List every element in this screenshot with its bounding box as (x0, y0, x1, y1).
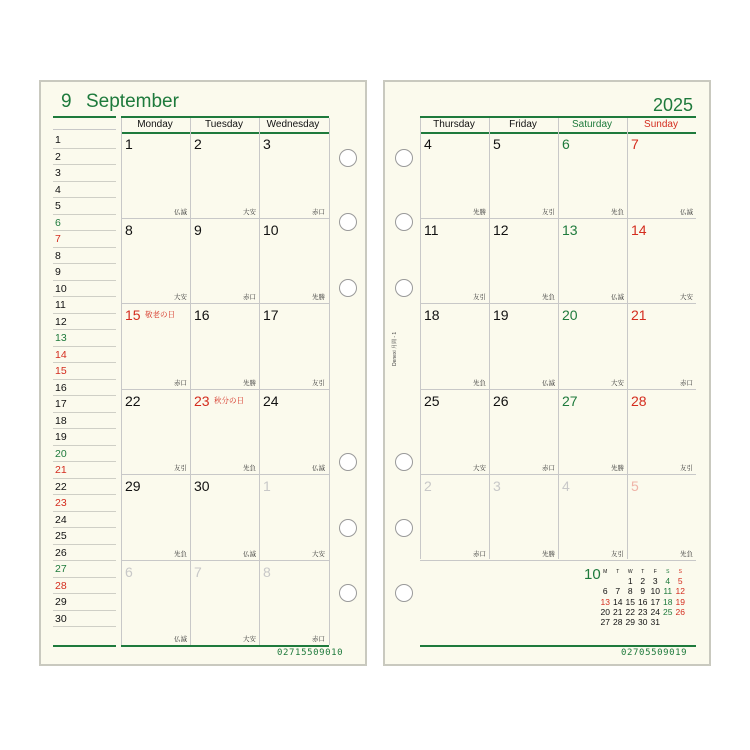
rokuyo-label: 大安 (473, 465, 486, 472)
weekday-header: Monday (137, 119, 173, 130)
date-list-item[interactable]: 9 (53, 264, 116, 281)
mini-day: 3 (652, 576, 658, 586)
date-list-item[interactable]: 28 (53, 578, 116, 595)
date-list-item[interactable]: 18 (53, 413, 116, 430)
mini-day: 20 (600, 606, 610, 617)
day-number: 7 (631, 136, 639, 152)
mini-weekday-header: F (653, 569, 657, 575)
date-list-item[interactable]: 10 (53, 281, 116, 298)
day-number: 25 (424, 392, 440, 409)
rokuyo-label: 仏滅 (680, 208, 693, 216)
rokuyo-label: 大安 (243, 636, 256, 643)
rokuyo-label: 赤口 (174, 379, 187, 387)
day-number: 13 (562, 221, 578, 238)
mini-day: 1 (627, 576, 633, 586)
spine-label: Denexi 月間 - 1 (392, 331, 398, 366)
mini-day: 11 (663, 586, 673, 597)
day-number: 29 (125, 478, 141, 494)
mini-day: 25 (663, 606, 673, 617)
mini-day: 16 (638, 596, 648, 607)
rokuyo-label: 先負 (611, 208, 624, 216)
day-number: 14 (631, 221, 647, 238)
day-cell[interactable] (628, 220, 696, 306)
day-cell[interactable] (421, 391, 489, 477)
day-number: 3 (493, 478, 501, 494)
binder-hole (395, 149, 413, 167)
mini-day: 4 (665, 576, 671, 586)
day-number: 6 (562, 136, 570, 152)
day-number: 4 (424, 136, 432, 152)
mini-calendar-month: 10 (584, 566, 601, 583)
grid-line-vertical (329, 118, 330, 645)
mini-day: 7 (615, 586, 621, 597)
date-list-item[interactable]: 20 (53, 446, 116, 463)
rokuyo-label: 赤口 (473, 550, 486, 558)
month-name: September (86, 91, 179, 112)
binder-hole (339, 279, 357, 297)
day-cell[interactable] (490, 476, 558, 562)
day-cell[interactable] (191, 305, 259, 391)
date-list-item[interactable]: 4 (53, 182, 116, 199)
date-list-item[interactable]: 2 (53, 149, 116, 166)
rokuyo-label: 大安 (312, 550, 325, 558)
mini-day: 6 (602, 586, 608, 597)
day-cell[interactable] (490, 305, 558, 391)
day-number: 21 (631, 307, 647, 323)
mini-day: 9 (640, 586, 646, 597)
day-cell[interactable] (191, 562, 259, 648)
mini-day: 17 (650, 596, 660, 607)
rokuyo-label: 先負 (174, 550, 187, 558)
date-list-item[interactable]: 19 (53, 429, 116, 446)
binder-hole (339, 213, 357, 231)
binder-hole (339, 584, 357, 602)
day-cell[interactable] (260, 562, 328, 648)
rokuyo-label: 友引 (473, 294, 486, 301)
holiday-name: 敬老の日 (145, 310, 175, 319)
rokuyo-label: 友引 (312, 379, 325, 387)
day-number: 19 (493, 307, 509, 323)
rokuyo-label: 仏滅 (611, 294, 624, 301)
day-cell[interactable] (122, 220, 190, 306)
day-number: 10 (263, 221, 279, 238)
day-number: 5 (631, 478, 639, 494)
rokuyo-label: 先勝 (312, 294, 325, 301)
binder-hole (395, 519, 413, 537)
day-number: 30 (194, 478, 210, 494)
date-list-item[interactable]: 14 (53, 347, 116, 364)
day-cell[interactable] (421, 305, 489, 391)
day-cell[interactable] (421, 134, 489, 220)
list-top-rule (53, 129, 116, 130)
date-list-item[interactable]: 25 (53, 528, 116, 545)
date-list-item[interactable]: 1 (53, 132, 116, 149)
planner-page-right (383, 80, 711, 666)
date-list-item[interactable]: 17 (53, 396, 116, 413)
rokuyo-label: 赤口 (542, 465, 555, 472)
date-list-item[interactable]: 7 (53, 231, 116, 248)
day-cell[interactable] (421, 220, 489, 306)
date-list-item[interactable]: 16 (53, 380, 116, 397)
day-cell[interactable] (421, 476, 489, 562)
day-number: 28 (631, 392, 647, 409)
day-number: 20 (562, 307, 578, 323)
day-number: 12 (493, 221, 509, 238)
day-cell[interactable] (122, 476, 190, 562)
weekday-header: Thursday (433, 119, 475, 130)
rokuyo-label: 友引 (542, 208, 555, 216)
mini-day: 22 (625, 606, 635, 617)
date-list-item[interactable]: 3 (53, 165, 116, 182)
date-list-item[interactable]: 15 (53, 363, 116, 380)
rokuyo-label: 大安 (611, 379, 624, 387)
day-number: 27 (562, 392, 578, 409)
date-list-item[interactable]: 22 (53, 479, 116, 496)
date-list-item[interactable]: 29 (53, 594, 116, 611)
day-cell[interactable] (191, 476, 259, 562)
rokuyo-label: 大安 (174, 294, 187, 301)
mini-weekday-header: W (627, 569, 633, 575)
day-cell[interactable] (260, 134, 328, 220)
mini-weekday-header: T (641, 569, 645, 575)
mini-day: 13 (600, 596, 610, 607)
mini-day: 14 (613, 596, 623, 607)
mini-day: 18 (663, 596, 673, 607)
date-list-item[interactable]: 30 (53, 611, 116, 628)
mini-day: 10 (650, 586, 660, 597)
day-number: 1 (263, 478, 271, 494)
day-number: 8 (125, 221, 133, 238)
rokuyo-label: 友引 (680, 465, 693, 472)
day-cell[interactable] (628, 476, 696, 562)
day-cell[interactable] (191, 220, 259, 306)
mini-day: 5 (677, 576, 683, 586)
rokuyo-label: 赤口 (243, 294, 256, 301)
weekday-header: Friday (509, 119, 537, 130)
day-number: 3 (263, 136, 271, 152)
mini-day (662, 617, 675, 627)
day-number: 15 (125, 307, 141, 323)
mini-day: 8 (627, 586, 633, 597)
date-list-item[interactable]: 12 (53, 314, 116, 331)
rokuyo-label: 先勝 (542, 550, 555, 558)
day-number: 18 (424, 307, 440, 323)
mini-day (599, 576, 612, 586)
mini-day: 27 (600, 617, 610, 628)
rokuyo-label: 赤口 (680, 379, 693, 387)
mini-day (674, 617, 687, 627)
day-number: 6 (125, 563, 133, 580)
mini-weekday-header: S (678, 569, 682, 575)
mini-day (612, 576, 625, 586)
mini-weekday-header: T (616, 569, 620, 575)
mini-day: 19 (675, 596, 685, 607)
day-number: 1 (125, 136, 133, 152)
date-list-item[interactable]: 21 (53, 462, 116, 479)
day-cell[interactable] (490, 134, 558, 220)
mini-day: 26 (675, 606, 685, 617)
rokuyo-label: 先負 (473, 379, 486, 387)
day-cell[interactable] (628, 134, 696, 220)
day-number: 9 (194, 221, 202, 238)
day-cell[interactable] (122, 562, 190, 648)
day-cell[interactable] (490, 220, 558, 306)
rokuyo-label: 先負 (542, 294, 555, 301)
product-code-right: 02705509019 (621, 648, 688, 658)
mini-day: 21 (613, 606, 623, 617)
mini-day: 28 (613, 617, 623, 628)
day-cell[interactable] (122, 391, 190, 477)
mini-weekday-header: M (603, 569, 608, 575)
date-list-item[interactable]: 27 (53, 561, 116, 578)
mini-day: 24 (650, 606, 660, 617)
rokuyo-label: 仏滅 (174, 208, 187, 216)
year-label: 2025 (652, 95, 693, 115)
date-list-item[interactable]: 5 (53, 198, 116, 215)
product-code-left: 02715509010 (277, 648, 344, 658)
date-list-item[interactable]: 13 (53, 330, 116, 347)
day-number: 16 (194, 307, 210, 323)
date-list-item[interactable]: 11 (53, 297, 116, 314)
mini-day: 2 (640, 576, 646, 586)
rokuyo-label: 友引 (611, 550, 624, 558)
rokuyo-label: 大安 (680, 294, 693, 301)
day-number: 8 (263, 563, 271, 580)
day-cell[interactable] (122, 305, 190, 391)
day-cell[interactable] (191, 134, 259, 220)
mini-day: 12 (675, 586, 685, 597)
footer-rule (53, 645, 116, 647)
mini-day: 23 (638, 606, 648, 617)
rokuyo-label: 仏滅 (174, 636, 187, 643)
day-cell[interactable] (559, 391, 627, 477)
rokuyo-label: 大安 (243, 208, 256, 216)
rokuyo-label: 先負 (680, 550, 693, 558)
day-cell[interactable] (260, 476, 328, 562)
date-list-item[interactable]: 6 (53, 215, 116, 232)
rokuyo-label: 友引 (174, 465, 187, 472)
day-number: 4 (562, 478, 570, 494)
mini-day: 15 (625, 596, 635, 607)
rokuyo-label: 赤口 (312, 208, 325, 216)
binder-hole (395, 584, 413, 602)
day-number: 2 (194, 136, 202, 152)
holiday-name: 秋分の日 (214, 395, 244, 405)
binder-hole (339, 519, 357, 537)
binder-hole (339, 149, 357, 167)
day-cell[interactable] (559, 220, 627, 306)
day-number: 17 (263, 307, 279, 323)
binder-hole (395, 453, 413, 471)
day-cell[interactable] (122, 134, 190, 220)
day-cell[interactable] (628, 305, 696, 391)
weekday-header: Sunday (644, 119, 678, 130)
mini-day: 30 (638, 617, 648, 628)
rokuyo-label: 仏滅 (542, 379, 555, 387)
date-list-item[interactable]: 8 (53, 248, 116, 265)
binder-hole (395, 213, 413, 231)
mini-weekday-header: S (666, 569, 670, 575)
day-cell[interactable] (490, 391, 558, 477)
day-number: 5 (493, 136, 501, 152)
rokuyo-label: 先勝 (243, 379, 256, 387)
month-number: 9 (61, 91, 72, 112)
day-cell[interactable] (260, 220, 328, 306)
rokuyo-label: 先勝 (473, 208, 486, 216)
mini-day: 29 (625, 617, 635, 628)
day-cell[interactable] (191, 391, 259, 477)
rokuyo-label: 仏滅 (312, 465, 325, 472)
date-list-item[interactable]: 24 (53, 512, 116, 529)
day-number: 23 (194, 392, 210, 409)
day-cell[interactable] (559, 476, 627, 562)
day-number: 2 (424, 478, 432, 494)
date-list-item[interactable]: 26 (53, 545, 116, 562)
planner-page-left (39, 80, 367, 666)
day-cell[interactable] (260, 391, 328, 477)
day-number: 26 (493, 392, 509, 409)
day-cell[interactable] (559, 134, 627, 220)
date-list-item[interactable]: 23 (53, 495, 116, 512)
header-rule (53, 116, 116, 118)
rokuyo-label: 仏滅 (243, 550, 256, 558)
weekday-header: Tuesday (205, 119, 243, 130)
binder-hole (395, 279, 413, 297)
day-cell[interactable] (260, 305, 328, 391)
footer-rule (420, 645, 696, 647)
rokuyo-label: 先勝 (611, 465, 624, 472)
weekday-header: Wednesday (266, 119, 320, 130)
day-number: 22 (125, 392, 141, 409)
rokuyo-label: 赤口 (312, 636, 325, 643)
day-number: 24 (263, 392, 279, 409)
mini-calendar (599, 568, 687, 627)
day-number: 11 (424, 221, 439, 238)
weekday-header: Saturday (571, 119, 613, 130)
day-cell[interactable] (628, 391, 696, 477)
day-number: 7 (194, 563, 202, 580)
binder-hole (339, 453, 357, 471)
rokuyo-label: 先負 (243, 465, 256, 472)
day-cell[interactable] (559, 305, 627, 391)
mini-day: 31 (650, 617, 660, 628)
